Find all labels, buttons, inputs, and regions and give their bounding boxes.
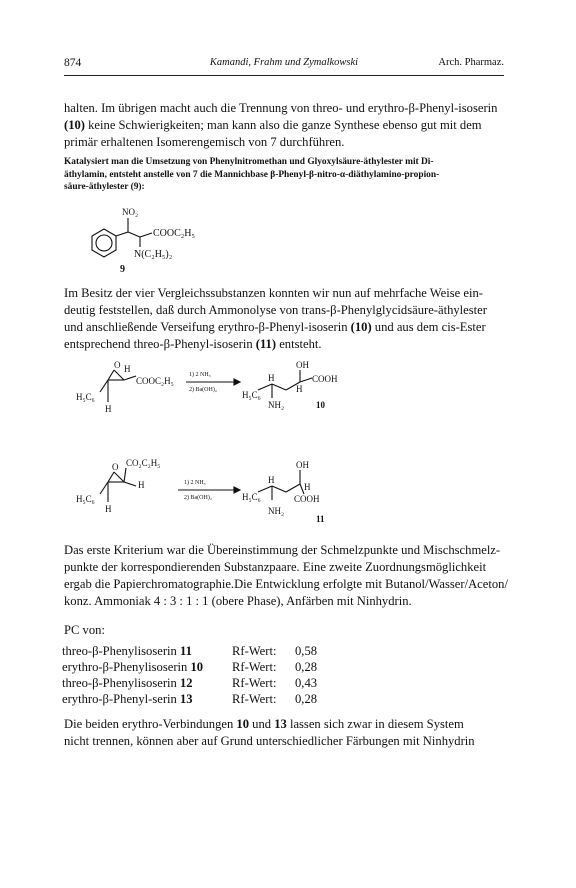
- reagent-step1: 1) 2 NH₃: [184, 480, 206, 486]
- running-header: [64, 57, 504, 75]
- text-line: konz. Ammoniak 4 : 3 : 1 : 1 (obere Phase), Anfärben mit Ninhydrin.: [64, 594, 412, 608]
- compound-name: threo-β-Phenylisoserin: [62, 644, 180, 658]
- compound-label: 10: [316, 400, 325, 410]
- text-line: [64, 336, 514, 353]
- compound-name: erythro-β-Phenylisoserin: [62, 660, 191, 674]
- epoxide-h2: H: [105, 404, 112, 414]
- text-line: äthylamin, entsteht anstelle von 7 die Mannichbase β-Phenyl-β-nitro-α-diäthylamino-propion-: [64, 169, 440, 180]
- compound-name-cell: [62, 691, 232, 707]
- header-authors: Kamandi, Frahm und Zymalkowski: [209, 57, 359, 68]
- table-row: [62, 675, 317, 691]
- text-line: [64, 319, 514, 336]
- reagent-step1: 1) 2 NH₃: [189, 372, 211, 378]
- compound-name: erythro-β-Phenyl-serin: [62, 692, 180, 706]
- text-line: [64, 716, 514, 733]
- product-nh2: NH₂: [268, 400, 285, 410]
- text-span: entsteht.: [276, 337, 322, 351]
- compound-name-cell: [62, 659, 232, 675]
- text-span: und anschließende Verseifung erythro-β-Phenyl-isoserin: [64, 320, 351, 334]
- epoxide-h: H: [124, 364, 131, 374]
- pc-label: PC von:: [64, 623, 105, 637]
- epoxide-h: H: [138, 480, 145, 490]
- ester-label: COOC₂H₅: [136, 376, 174, 386]
- text-line: Im Besitz der vier Vergleichssubstanzen konnten wir nun auf mehrfache Weise ein-: [64, 286, 483, 300]
- paragraph-synthesis: [64, 285, 514, 353]
- text-span: Die beiden erythro-Verbindungen: [64, 717, 237, 731]
- compound-ref: 10: [236, 717, 250, 731]
- rf-value: 0,58: [295, 644, 318, 658]
- product-h: H: [268, 475, 275, 485]
- compound-ref: 13: [274, 717, 287, 731]
- text-line: primär erhaltenen Isomerengemisch von 7 durchführen.: [64, 135, 345, 149]
- paragraph-intro: [64, 100, 510, 151]
- compound-ref: 11: [179, 644, 192, 658]
- text-span: und aus dem cis-Ester: [371, 320, 486, 334]
- rf-value: 0,28: [295, 692, 318, 706]
- reagent-step2: 2) Ba(OH)₂: [189, 387, 217, 393]
- text-span: keine Schwierigkeiten; man kann also die ganze Synthese ebenso gut mit dem: [84, 118, 482, 132]
- compound-ref: 10: [190, 660, 204, 674]
- compound-name-cell: [62, 675, 232, 691]
- amine-label: N(C₂H₅)₂: [134, 249, 173, 260]
- compound-label: 9: [120, 264, 125, 275]
- compound-ref: (11): [255, 337, 277, 351]
- table-row: [62, 659, 317, 675]
- compound-label: 11: [316, 514, 325, 524]
- reagent-step2: 2) Ba(OH)₂: [184, 495, 212, 501]
- compound-ref: (10): [64, 118, 85, 132]
- paragraph-criteria: [64, 542, 514, 610]
- product-phenyl: H₅C₆: [242, 492, 261, 502]
- text-span: lassen sich zwar in diesem System: [286, 717, 464, 731]
- text-line: ergab die Papierchromatographie.Die Entwicklung erfolgte mit Butanol/Wasser/Aceton/: [64, 577, 508, 591]
- rf-key: Rf-Wert:: [232, 676, 277, 690]
- table-row: [62, 691, 317, 707]
- compound-name: threo-β-Phenylisoserin: [62, 676, 180, 690]
- table-row: [62, 643, 317, 659]
- phenyl-label: H₅C₆: [76, 494, 95, 504]
- product-oh: OH: [296, 360, 309, 370]
- product-oh: OH: [296, 460, 309, 470]
- compound-ref: 12: [179, 676, 193, 690]
- product-nh2: NH₂: [268, 506, 285, 516]
- product-phenyl: H₅C₆: [242, 390, 261, 400]
- product-h2: H: [304, 482, 311, 492]
- epoxide-o: O: [114, 360, 121, 370]
- rf-table: [62, 643, 317, 707]
- reaction-scheme-10: [64, 358, 364, 428]
- rf-key: Rf-Wert:: [232, 660, 277, 674]
- text-span: und: [249, 717, 275, 731]
- paragraph-small-print: [64, 156, 512, 194]
- structure-9: [64, 200, 244, 280]
- product-h: H: [268, 373, 275, 383]
- reaction-scheme-11: [64, 452, 364, 527]
- header-journal: Arch. Pharmaz.: [438, 57, 504, 68]
- rf-value: 0,28: [295, 660, 318, 674]
- ester-label: CO₂C₂H₅: [126, 458, 161, 468]
- rf-key: Rf-Wert:: [232, 644, 277, 658]
- text-line: [64, 117, 510, 134]
- text-line: punkte der korrespondierenden Substanzpaare. Eine zweite Zuordnungsmöglichkeit: [64, 560, 487, 574]
- page-number: 874: [64, 57, 82, 69]
- text-line: deutig feststellen, daß durch Ammonolyse von trans-β-Phenylglycidsäure-äthylester: [64, 303, 487, 317]
- ester-label: COOC₂H₅: [153, 228, 195, 239]
- text-line: nicht trennen, können aber auf Grund unterschiedlicher Färbungen mit Ninhydrin: [64, 734, 475, 748]
- product-cooh: COOH: [294, 494, 320, 504]
- rf-value: 0,43: [295, 676, 318, 690]
- compound-ref: 13: [179, 692, 193, 706]
- text-line: halten. Im übrigen macht auch die Trennung von threo- und erythro-β-Phenyl-isoserin: [64, 101, 498, 115]
- nitro-label: NO₂: [122, 207, 139, 217]
- rf-key: Rf-Wert:: [232, 692, 277, 706]
- text-line: säure-äthylester (9):: [64, 182, 145, 192]
- product-h2: H: [296, 384, 303, 394]
- compound-name-cell: [62, 643, 232, 659]
- text-line: Katalysiert man die Umsetzung von Phenylnitromethan und Glyoxylsäure-äthylester mit Di-: [64, 157, 434, 167]
- epoxide-h2: H: [105, 504, 112, 514]
- phenyl-label: H₅C₆: [76, 392, 95, 402]
- text-line: Das erste Kriterium war die Übereinstimmung der Schmelzpunkte und Mischschmelz-: [64, 543, 501, 557]
- compound-ref: (10): [350, 320, 372, 334]
- header-rule: [64, 75, 504, 76]
- paragraph-erythro: [64, 716, 514, 750]
- product-cooh: COOH: [312, 374, 338, 384]
- text-span: entsprechend threo-β-Phenyl-isoserin: [64, 337, 256, 351]
- epoxide-o: O: [112, 462, 119, 472]
